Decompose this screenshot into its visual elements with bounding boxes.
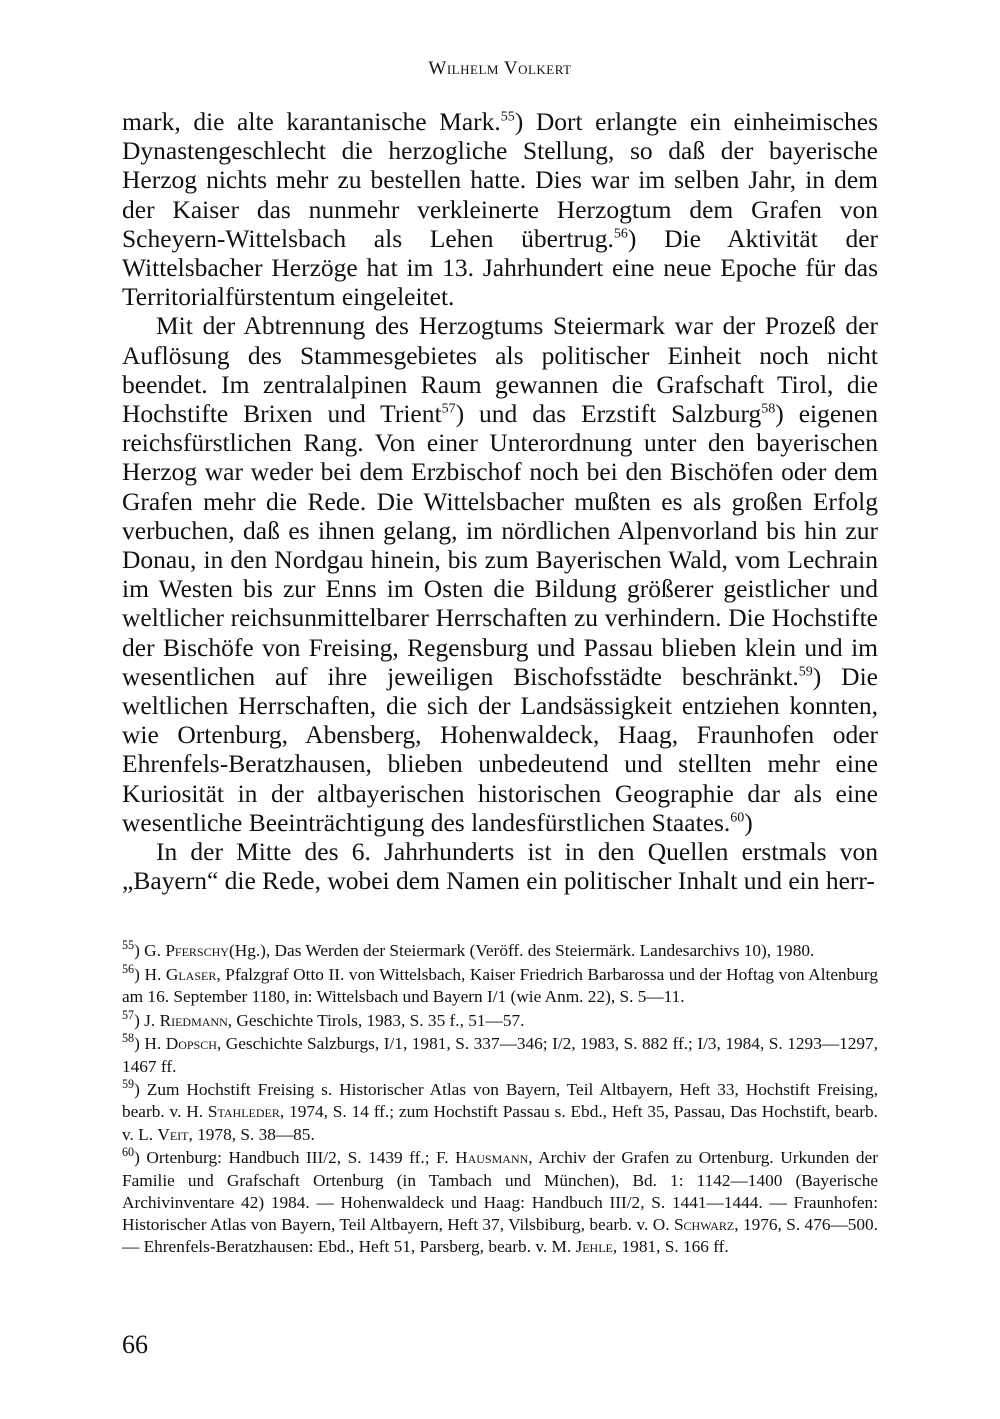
footnote [122, 1007, 878, 1032]
footnote-number: 57 [122, 1007, 135, 1022]
footnote-number: 55 [122, 938, 135, 953]
body-text-run: ) Die Aktivität der Wittelsbacher Herzöge hat im 13. Jahrhundert eine neue Epoche für das Territorialfürstentum eingeleitet. [122, 223, 879, 312]
author-name: Pferschy [165, 941, 229, 960]
footnote-text: ) Ortenburg: Handbuch III/2, S. 1439 ff.; F. [134, 1148, 456, 1168]
footnote-text: (Hg.), Das Werden der Steiermark (Veröff. des Steiermärk. Landesarchivs 10), 1980. [228, 941, 815, 960]
footnote-text: ) H. [134, 964, 166, 984]
footnote-text: ) H. [134, 1034, 166, 1054]
body-text-run: ) Die weltlichen Herrschaften, die sich der Landsässigkeit entziehen konnten, wie Ortenburg, Abensberg, Hohenwaldeck, Haag, Fraunhofen oder Ehrenfels-Beratzhausen, blieben unbedeutend und stellten mehr eine Kuriosität in der altbayerischen historischen Geographie dar als eine wesentliche Beeinträchtigung des landesfürstlichen Staates. [122, 661, 879, 837]
footnotes [122, 940, 878, 1260]
footnote-text: ) Zum Hochstift Freising s. Historischer Atlas von Bayern, Teil Altbayern, Heft 33, Hochstift Freising, bearb. v. H. [122, 1080, 878, 1122]
body-text [122, 107, 878, 895]
footnote-text: , 1981, S. 166 ff. [612, 1237, 729, 1257]
footnote [122, 1033, 878, 1077]
body-text-run: Mit der Abtrennung des Herzogtums Steiermark war der Prozeß der Auflösung des Stammesgebietes als politischer Einheit noch nicht beendet. Im zentralalpinen Raum gewannen die Grafschaft Tirol, die Hochstifte Brixen und Trient [122, 311, 878, 429]
author-name: Veit [157, 1124, 189, 1144]
author-name: Dopsch [165, 1034, 217, 1054]
author-name: Hausmann [455, 1148, 529, 1168]
footnote-reference: 55 [500, 109, 515, 125]
footnote [122, 1147, 878, 1258]
author-name: Glaser [165, 964, 217, 984]
author-name: Schwarz [673, 1214, 735, 1234]
footnote-text: ) G. [134, 941, 166, 960]
footnote-text: , Archiv der Grafen zu Ortenburg. Urkunden der Familie und Grafschaft Ortenburg (in Tambach und München), Bd. 1: 1142—1400 (Bayerische Archivinventare 42) 1984. — Hohenwaldeck und Haag: Handbuch III/2, S. 1441—1444. — Fraunhofen: Historischer Atlas von Bayern, Teil Altbayern, Heft 37, Vilsbiburg, bearb. v. O. [122, 1148, 878, 1234]
footnote-text: , 1974, S. 14 ff.; zum Hochstift Passau s. Ebd., Heft 35, Passau, Das Hochstift, bearb. v. L. [122, 1102, 878, 1144]
footnote-number: 59 [122, 1077, 135, 1092]
body-text-run: ) Dort erlangte ein einheimisches Dynastengeschlecht die herzogliche Stellung, so daß der bayerische Herzog nichts mehr zu bestellen hatte. Dies war im selben Jahr, in dem der Kaiser das nunmehr verkleinerte Herzogtum dem Grafen von Scheyern-Wittelsbach als Lehen übertrug. [122, 107, 878, 253]
page-number: 66 [122, 1330, 148, 1359]
footnote-number: 60 [122, 1145, 135, 1160]
author-name: Stahleder [207, 1102, 280, 1122]
footnote-number: 56 [122, 961, 135, 976]
footnote [122, 1079, 878, 1146]
footnote-text: , 1976, S. 476—500. — Ehrenfels-Beratzhausen: Ebd., Heft 51, Parsberg, bearb. v. M. [122, 1214, 878, 1257]
body-text-run: ) eigenen reichsfürstlichen Rang. Von einer Unterordnung unter den bayerischen Herzog war weder bei dem Erzbischof noch bei den Bischöfen oder dem Grafen mehr die Rede. Die Wittelsbacher mußten es als großen Erfolg verbuchen, daß es ihnen gelang, im nördlichen Alpenvorland bis hin zur Donau, in den Nordgau hinein, bis zum Bayerischen Wald, vom Lechrain im Westen bis zur Enns im Osten die Bildung größerer geistlicher und weltlicher reichsunmittelbarer Herrschaften zu verhindern. Die Hochstifte der Bischöfe von Freising, Regensburg und Passau blieben klein und im wesentlichen auf ihre jeweiligen Bischofsstädte beschränkt. [122, 399, 878, 691]
author-name: Riedmann [159, 1010, 228, 1030]
footnote-reference: 60 [730, 810, 745, 826]
footnote-reference: 59 [798, 664, 813, 680]
author-name: Jehle [575, 1237, 613, 1257]
footnote-text: ) J. [134, 1010, 160, 1030]
footnote [122, 961, 878, 1008]
body-text-run: In der Mitte des 6. Jahrhunderts ist in den Quellen erstmals von „Bayern“ die Rede, wobei dem Namen ein politischer Inhalt und ein herr- [122, 837, 878, 896]
body-text-run: ) und das Erzstift Salzburg [455, 399, 762, 429]
footnote-text: , 1978, S. 38—85. [188, 1124, 315, 1144]
footnote-reference: 57 [441, 401, 456, 417]
footnote-text: , Geschichte Salzburgs, I/1, 1981, S. 337—346; I/2, 1983, S. 882 ff.; I/3, 1984, S. 1293—1297, 1467 ff. [122, 1034, 878, 1076]
body-paragraph [122, 837, 878, 895]
footnote-text: , Geschichte Tirols, 1983, S. 35 f., 51—57. [227, 1010, 525, 1030]
body-text-run: mark, die alte karantanische Mark. [122, 107, 501, 136]
footnote [122, 940, 878, 962]
footnote-reference: 58 [761, 401, 776, 417]
body-paragraph [122, 311, 878, 837]
footnote-number: 58 [122, 1031, 135, 1046]
body-text-run: ) [744, 807, 753, 837]
running-head: Wilhelm Volkert [428, 58, 572, 79]
footnote-text: , Pfalzgraf Otto II. von Wittelsbach, Kaiser Friedrich Barbarossa und der Hoftag von Altenburg am 16. September 1180, in: Wittelsbach und Bayern I/1 (wie Anm. 22), S. 5—11. [122, 964, 878, 1006]
footnote-reference: 56 [613, 226, 628, 242]
body-paragraph [122, 107, 878, 311]
